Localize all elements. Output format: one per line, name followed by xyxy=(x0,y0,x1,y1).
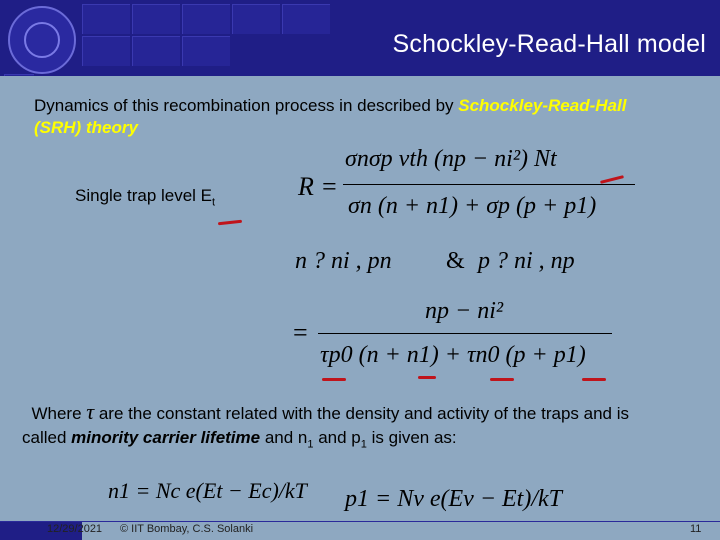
p1-underline xyxy=(582,378,606,381)
eq1-numerator: σnσp vth (np − ni²) Nt xyxy=(345,146,557,172)
footer-divider xyxy=(0,521,720,522)
grid-cell xyxy=(182,36,230,66)
where-text-3: and n xyxy=(260,428,308,447)
logo-emblem xyxy=(24,22,60,58)
p1-equation: p1 = Nv e(Ev − Et)/kT xyxy=(345,486,562,512)
grid-cell xyxy=(182,4,230,34)
intro-text xyxy=(34,95,674,139)
eq2-lhs: = xyxy=(293,318,308,347)
eq2-denominator: τp0 (n + n1) + τn0 (p + p1) xyxy=(320,342,586,368)
eq1-fraction-bar xyxy=(343,184,635,185)
eq1-lhs: R = xyxy=(298,172,338,201)
minority-carrier-lifetime: minority carrier lifetime xyxy=(71,428,261,447)
where-text-4: and p xyxy=(313,428,361,447)
where-text-1: Where xyxy=(31,404,87,423)
p1-sub: 1 xyxy=(360,438,367,451)
grid-cell xyxy=(132,4,180,34)
grid-cell xyxy=(82,36,130,66)
trap-level-label xyxy=(75,185,215,213)
tau-p0-underline xyxy=(322,378,346,381)
where-text-5: is given as: xyxy=(366,428,457,447)
approx-right: p ? ni , np xyxy=(478,248,575,274)
grid-cell xyxy=(232,4,280,34)
trap-label-sub: t xyxy=(212,196,216,209)
eq2-numerator: np − ni² xyxy=(425,298,504,324)
trap-label-text: Single trap level E xyxy=(75,186,213,205)
tau-n0-underline xyxy=(490,378,514,381)
n1-equation: n1 = Nc e(Et − Ec)/kT xyxy=(108,478,307,503)
where-paragraph xyxy=(22,400,662,456)
slide-title: Schockley-Read-Hall model xyxy=(392,30,706,58)
institute-logo xyxy=(8,6,76,74)
tau-symbol: τ xyxy=(86,399,95,424)
grid-cell xyxy=(82,4,130,34)
n1-underline xyxy=(418,376,436,379)
eq2-fraction-bar xyxy=(318,333,612,334)
footer-credit: © IIT Bombay, C.S. Solanki xyxy=(120,523,254,535)
page-number: 11 xyxy=(690,523,702,535)
n1-sub: 1 xyxy=(307,438,314,451)
where-text-2: are the constant related with the density and activity of the traps and is called xyxy=(22,404,629,447)
eq1-denominator: σn (n + n1) + σp (p + p1) xyxy=(348,193,597,219)
approx-amp: & xyxy=(446,248,465,274)
srh-theory-highlight: Schockley-Read-Hall (SRH) theory xyxy=(34,96,627,137)
grid-cell xyxy=(282,4,330,34)
footer-date: 12/29/2021 xyxy=(47,523,103,535)
grid-cell xyxy=(132,36,180,66)
approx-left: n ? ni , pn xyxy=(295,248,392,274)
intro-plain: Dynamics of this recombination process in described by xyxy=(34,96,459,115)
